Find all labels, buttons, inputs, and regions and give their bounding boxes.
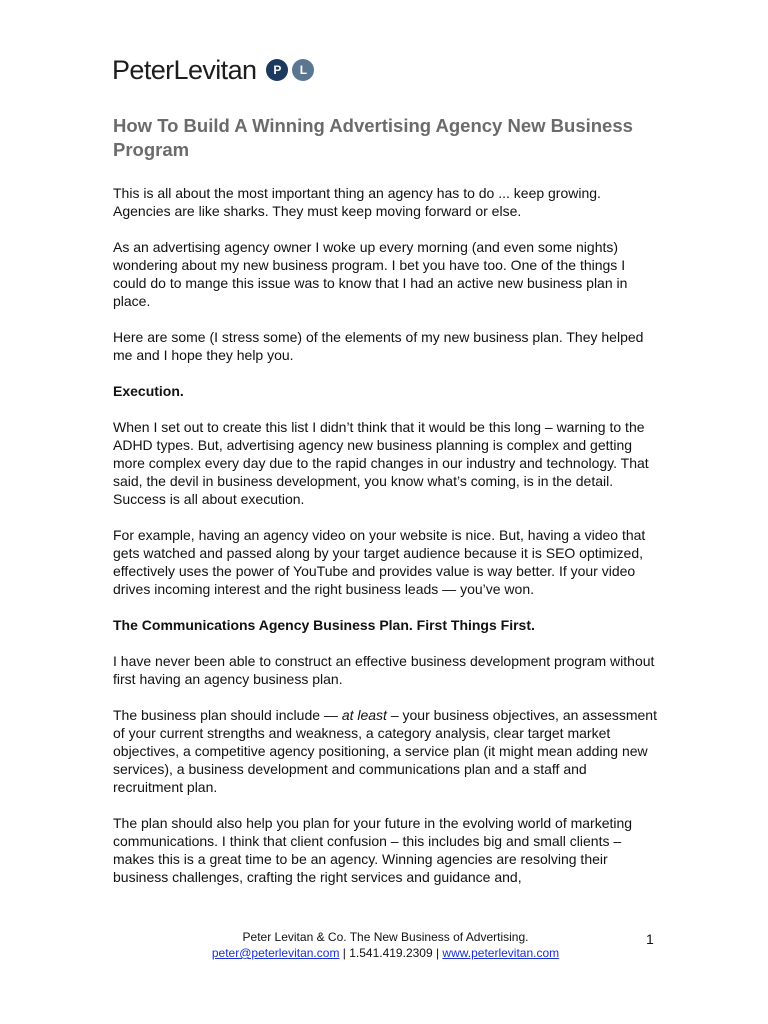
logo-badge-p: P xyxy=(266,59,288,81)
emphasis-text: at least xyxy=(341,707,387,723)
section-heading: Execution. xyxy=(113,383,184,399)
body-paragraph: When I set out to create this list I didn’t think that it would be this long – warning to the ADHD types. But, advertising agency new business planning is complex and getting more complex every day due to the rapid changes in our industry and technology. That said, the devil in business development, you know what’s coming, is in the detail. Success is all about execution. xyxy=(113,419,649,507)
footer-contact xyxy=(113,945,658,961)
brand-name: PeterLevitan xyxy=(112,54,257,85)
body-paragraph: Here are some (I stress some) of the elements of my new business plan. They helped me and I hope they help you. xyxy=(113,329,644,363)
paragraph-text: The business plan should include — xyxy=(113,707,342,723)
logo-badge-l: L xyxy=(292,59,314,81)
body-paragraph: I have never been able to construct an effective business development program without first having an agency business plan. xyxy=(113,653,655,687)
body-paragraph: The plan should also help you plan for your future in the evolving world of marketing communications. I think that client confusion – this includes big and small clients – makes this is a great time to be an agency. Winning agencies are resolving their business challenges, crafting the right services and guidance and, xyxy=(113,815,633,885)
body-paragraph: This is all about the most important thing an agency has to do ... keep growing. Agencies are like sharks. They must keep moving forward or else. xyxy=(113,185,601,219)
body-paragraph: As an advertising agency owner I woke up every morning (and even some nights) wondering about my new business program. I bet you have too. One of the things I could do to mange this issue was to know that I had an active new business plan in place. xyxy=(113,239,628,309)
document-body xyxy=(113,184,658,904)
phone-text: | 1.541.419.2309 | xyxy=(339,946,443,960)
document-title: How To Build A Winning Advertising Agency New Business Program xyxy=(113,115,633,160)
footer-tagline: Peter Levitan & Co. The New Business of Advertising. xyxy=(242,930,529,944)
paragraph-text: – your business objectives, an assessment of your current strengths and weakness, a category analysis, clear target market objectives, a competitive agency positioning, a service plan (it might mean adding new services), a business development and communications plan and a staff and recruitment plan. xyxy=(113,707,657,795)
page-footer xyxy=(113,929,658,961)
body-paragraph xyxy=(113,706,658,796)
letterhead xyxy=(112,52,314,88)
email-link[interactable]: peter@peterlevitan.com xyxy=(211,946,340,960)
body-paragraph: For example, having an agency video on your website is nice. But, having a video that gets watched and passed along by your target audience because it is SEO optimized, effectively uses the power of YouTube and provides value is way better. If your video drives incoming interest and the right business leads — you’ve won. xyxy=(113,527,646,597)
website-link[interactable]: www.peterlevitan.com xyxy=(442,946,560,960)
page-number: 1 xyxy=(646,931,654,947)
section-heading: The Communications Agency Business Plan. First Things First. xyxy=(113,617,535,633)
